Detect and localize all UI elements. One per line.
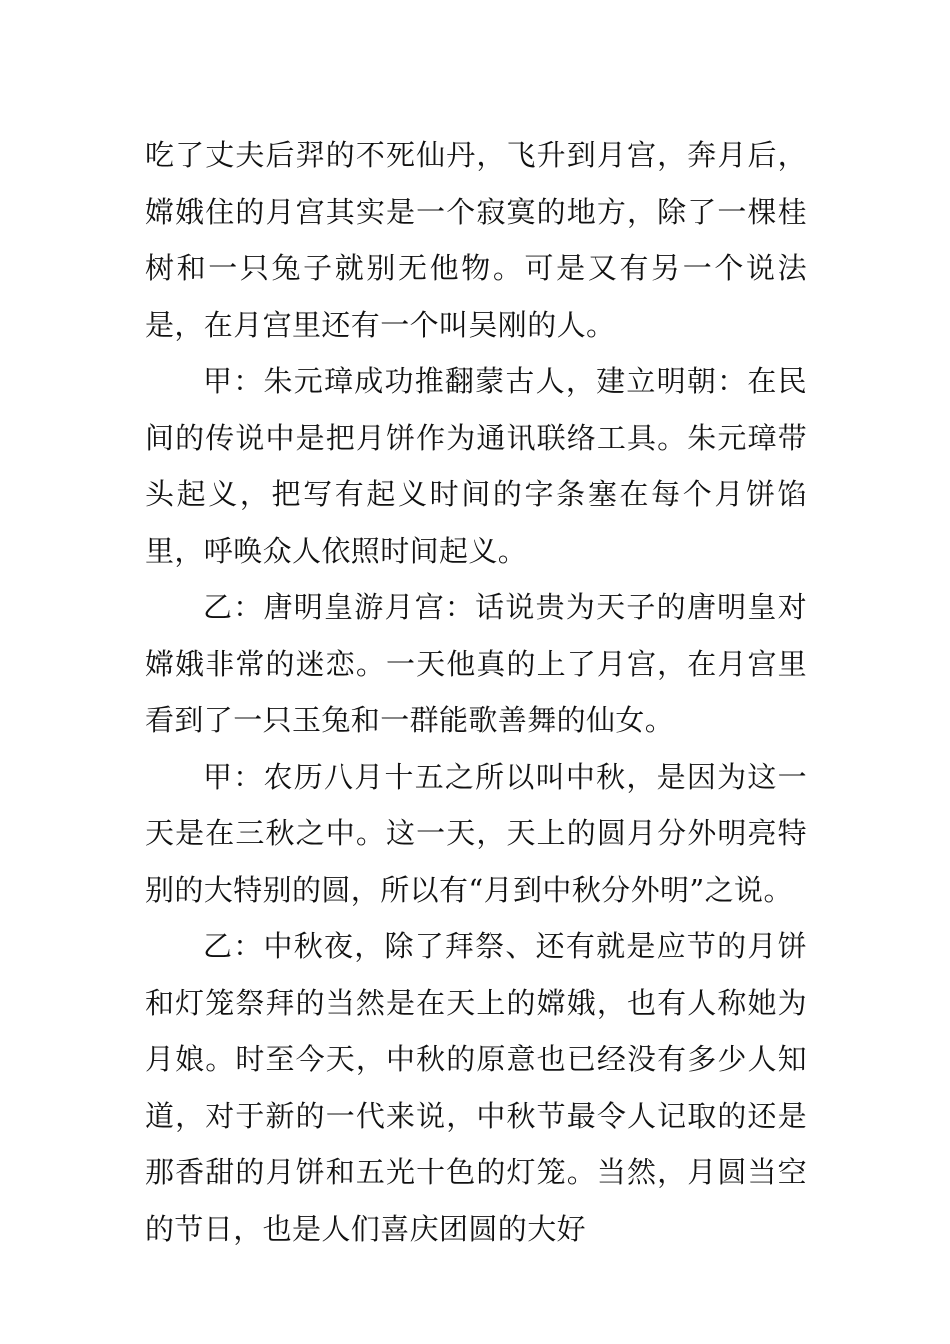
paragraph-zhu-yuanzhang: 甲：朱元璋成功推翻蒙古人，建立明朝：在民间的传说中是把月饼作为通讯联络工具。朱元璋带头起义，把写有起义时间的字条塞在每个月饼馅里，呼唤众人依照时间起义。 [145,364,807,568]
paragraph-continuation: 吃了丈夫后羿的不死仙丹，飞升到月宫，奔月后，嫦娥住的月宫其实是一个寂寞的地方，除了一棵桂树和一只兔子就别无他物。可是又有另一个说法是，在月宫里还有一个叫吴刚的人。 [145,138,807,342]
paragraph-mid-autumn-name: 甲：农历八月十五之所以叫中秋，是因为这一天是在三秋之中。这一天，天上的圆月分外明亮特别的大特别的圆，所以有“月到中秋分外明”之说。 [145,759,807,907]
document-body [145,127,807,1257]
paragraph-tang-minghuang: 乙：唐明皇游月宫：话说贵为天子的唐明皇对嫦娥非常的迷恋。一天他真的上了月宫，在月宫里看到了一只玉兔和一群能歌善舞的仙女。 [145,590,807,737]
paragraph-mid-autumn-night: 乙：中秋夜，除了拜祭、还有就是应节的月饼和灯笼祭拜的当然是在天上的嫦娥，也有人称她为月娘。时至今天，中秋的原意也已经没有多少人知道，对于新的一代来说，中秋节最令人记取的还是那香甜的月饼和五光十色的灯笼。当然，月圆当空的节日，也是人们喜庆团圆的大好 [145,929,807,1246]
